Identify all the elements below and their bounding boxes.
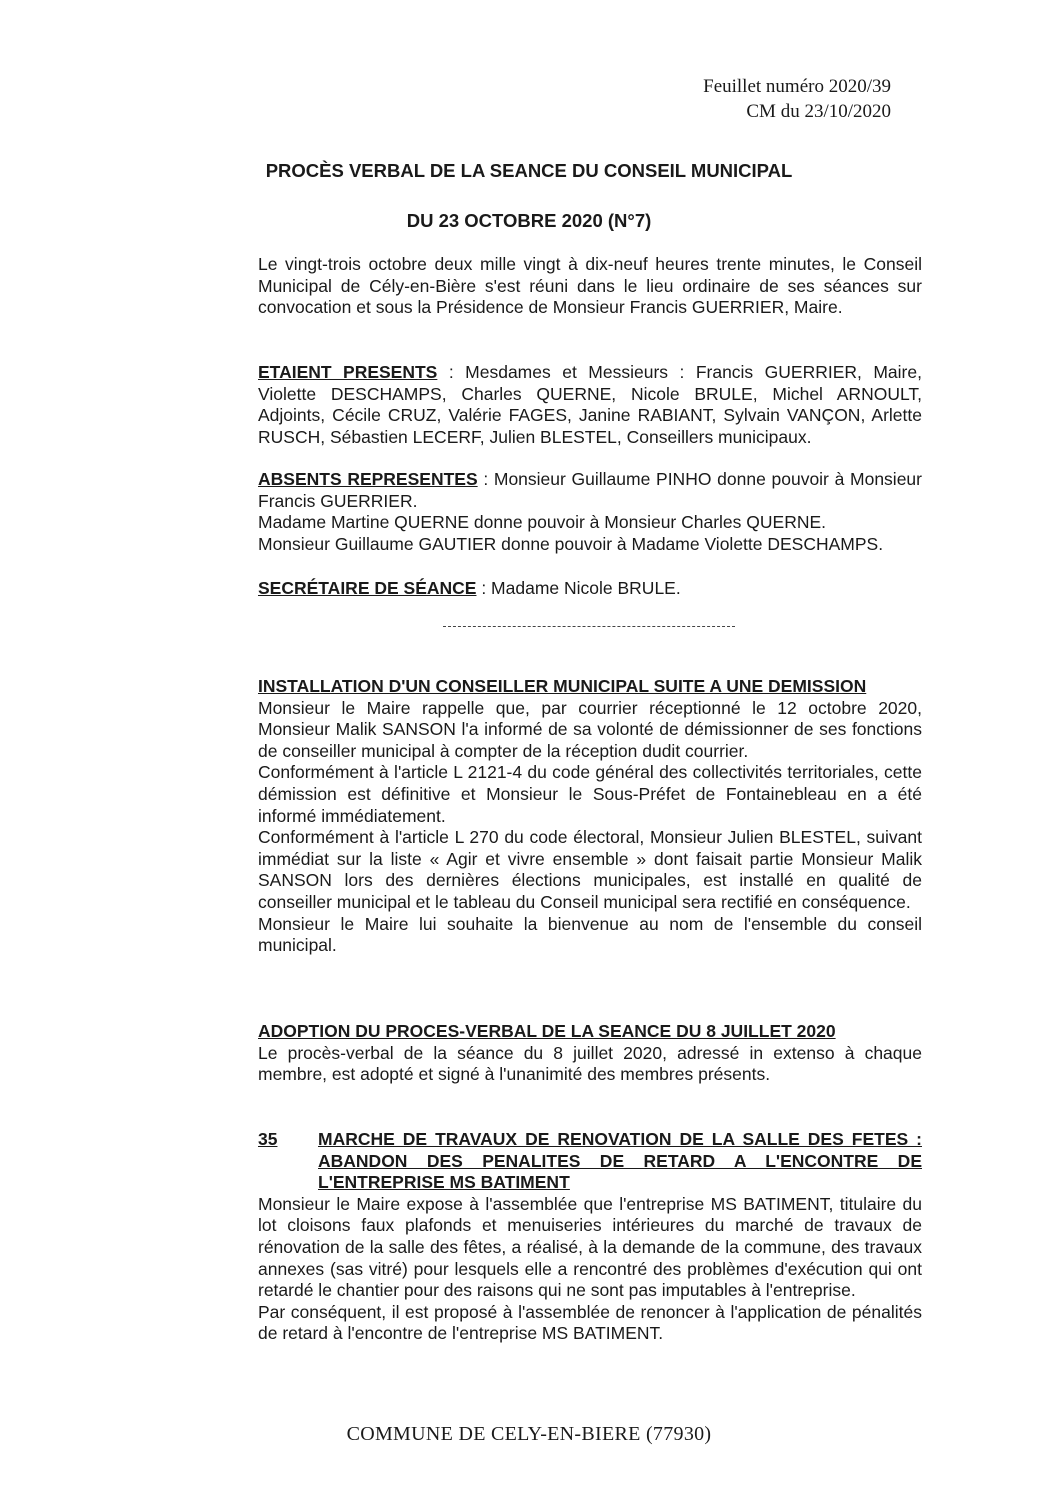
sheet-number: Feuillet numéro 2020/39 xyxy=(703,76,891,97)
secretaire-section xyxy=(258,578,922,600)
installation-heading: INSTALLATION D'UN CONSEILLER MUNICIPAL SUITE A UNE DEMISSION xyxy=(258,676,867,696)
secretaire-label: SECRÉTAIRE DE SÉANCE xyxy=(258,578,477,598)
absents-paragraph-2: Madame Martine QUERNE donne pouvoir à Monsieur Charles QUERNE. xyxy=(258,512,827,533)
section-separator xyxy=(443,626,735,627)
item-35-paragraph-1: Monsieur le Maire expose à l'assemblée que l'entreprise MS BATIMENT, titulaire du lot cloisons faux plafonds et menuiseries intérieures du marché de travaux de rénovation de la salle des fêtes, a réalisé, à la demande de la commune, des travaux annexes (sas vitré) pour lesquels elle a rencontré des problèmes d'exécution qui ont retardé le chantier pour des raisons qui ne sont pas imputables à l'entreprise. xyxy=(258,1193,922,1301)
installation-paragraph-3: Conformément à l'article L 270 du code électoral, Monsieur Julien BLESTEL, suivant immédiat sur la liste « Agir et vivre ensemble » dont faisait partie Monsieur Malik SANSON lors des dernières élections municipales, est installé en qualité de conseiller municipal et le tableau du Conseil municipal sera rectifié en conséquence. xyxy=(258,827,922,912)
intro-paragraph: Le vingt-trois octobre deux mille vingt à dix-neuf heures trente minutes, le Conseil Municipal de Cély-en-Bière s'est réuni dans le lieu ordinaire de ses séances sur convocation et sous la Présidence de Monsieur Francis GUERRIER, Maire. xyxy=(258,254,922,318)
adoption-paragraph: Le procès-verbal de la séance du 8 juillet 2020, adressé in extenso à chaque membre, est adopté et signé à l'unanimité des membres présents. xyxy=(258,1042,922,1085)
installation-paragraph-1: Monsieur le Maire rappelle que, par courrier réceptionné le 12 octobre 2020, Monsieur Malik SANSON l'a informé de sa volonté de démissionner de ses fonctions de conseiller municipal à compter de la réception dudit courrier. xyxy=(258,697,922,761)
page-footer: COMMUNE DE CELY-EN-BIERE (77930) xyxy=(346,1423,712,1445)
absents-text-1: : Monsieur Guillaume PINHO donne pouvoir à Monsieur Francis GUERRIER. xyxy=(258,469,922,511)
item-35-heading xyxy=(258,1129,922,1194)
installation-paragraph-2: Conformément à l'article L 2121-4 du code général des collectivités territoriales, cette démission est définitive et Monsieur le Sous-Préfet de Fontainebleau en a été informé immédiatement. xyxy=(258,762,922,826)
absents-section xyxy=(258,469,922,555)
absents-paragraph-1 xyxy=(258,469,922,512)
document-subtitle: DU 23 OCTOBRE 2020 (N°7) xyxy=(406,210,652,231)
meeting-date-ref: CM du 23/10/2020 xyxy=(746,101,891,122)
installation-section xyxy=(258,676,922,957)
document-title: PROCÈS VERBAL DE LA SEANCE DU CONSEIL MUNICIPAL xyxy=(265,160,793,181)
sheet-reference xyxy=(703,74,891,124)
installation-paragraph-4: Monsieur le Maire lui souhaite la bienvenue au nom de l'ensemble du conseil municipal. xyxy=(258,913,922,956)
item-35-paragraph-2: Par conséquent, il est proposé à l'assemblée de renoncer à l'application de pénalités de retard à l'encontre de l'entreprise MS BATIMENT. xyxy=(258,1301,922,1344)
presents-paragraph xyxy=(258,362,922,448)
presents-text: : Mesdames et Messieurs : Francis GUERRIER, Maire, Violette DESCHAMPS, Charles QUERNE, Nicole BRULE, Michel ARNOULT, Adjoints, Cécile CRUZ, Valérie FAGES, Janine RABIANT, Sylvain VANÇON, Arlette RUSCH, Sébastien LECERF, Julien BLESTEL, Conseillers municipaux. xyxy=(258,362,922,447)
adoption-heading: ADOPTION DU PROCES-VERBAL DE LA SEANCE DU 8 JUILLET 2020 xyxy=(258,1021,836,1041)
presents-section xyxy=(258,362,922,448)
item-35-title: MARCHE DE TRAVAUX DE RENOVATION DE LA SALLE DES FETES : ABANDON DES PENALITES DE RETARD A L'ENCONTRE DE L'ENTREPRISE MS BATIMENT xyxy=(318,1129,922,1193)
absents-paragraph-3: Monsieur Guillaume GAUTIER donne pouvoir à Madame Violette DESCHAMPS. xyxy=(258,533,884,554)
item-35-section xyxy=(258,1129,922,1345)
secretaire-paragraph xyxy=(258,578,922,600)
item-35-number: 35 xyxy=(258,1129,278,1149)
adoption-section xyxy=(258,1021,922,1086)
presents-label: ETAIENT PRESENTS xyxy=(258,362,438,382)
secretaire-text: : Madame Nicole BRULE. xyxy=(476,578,681,598)
opening-section xyxy=(258,254,922,319)
absents-label: ABSENTS REPRESENTES xyxy=(258,469,478,489)
